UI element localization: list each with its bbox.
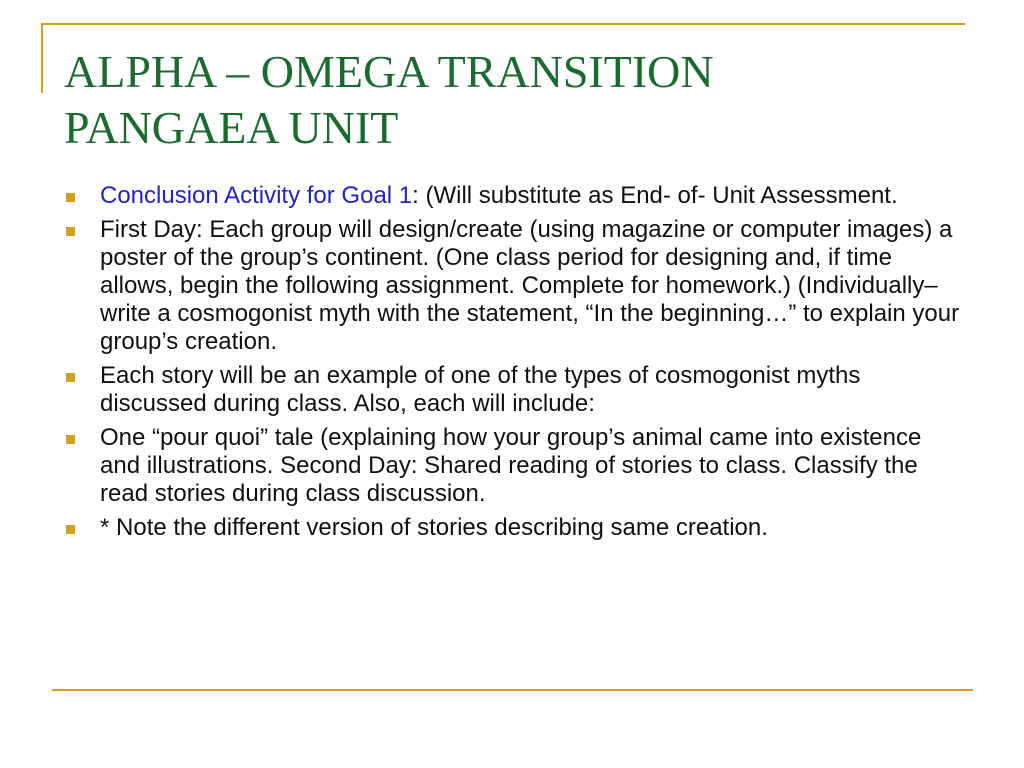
goal-highlight-text: Conclusion Activity for Goal 1 (100, 182, 413, 209)
square-bullet-icon (66, 193, 75, 202)
bullet-text: : (Will substitute as End- of- Unit Assessment. (412, 182, 898, 209)
bullet-item-3 (64, 362, 964, 418)
bullet-list (64, 182, 964, 548)
square-bullet-icon (66, 525, 75, 534)
title-line-1: ALPHA – OMEGA TRANSITION (64, 46, 714, 97)
bullet-text: One “pour quoi” tale (explaining how your group’s animal came into existence and illustrations. Second Day: Shared reading of stories to class. Classify the read stories during class discussion. (100, 424, 922, 507)
title-line-2: PANGAEA UNIT (64, 102, 399, 153)
slide-title (64, 44, 964, 156)
left-rule (41, 23, 43, 93)
bullet-item-2 (64, 216, 964, 356)
bullet-text: First Day: Each group will design/create (using magazine or computer images) a poster of the group’s continent. (One class period for designing and, if time allows, begin the following assignment. Complete for homework.) (Individually– write a cosmogonist myth with the statement, “In the beginning…” to explain your group’s creation. (100, 216, 960, 355)
top-rule (41, 23, 965, 25)
bullet-item-1 (64, 182, 964, 210)
square-bullet-icon (66, 435, 75, 444)
bullet-item-5 (64, 514, 964, 542)
square-bullet-icon (66, 227, 75, 236)
bullet-text: Each story will be an example of one of the types of cosmogonist myths discussed during class. Also, each will include: (100, 362, 861, 417)
bullet-text: * Note the different version of stories describing same creation. (100, 514, 768, 541)
square-bullet-icon (66, 373, 75, 382)
bottom-rule (52, 689, 973, 691)
bullet-item-4 (64, 424, 964, 508)
